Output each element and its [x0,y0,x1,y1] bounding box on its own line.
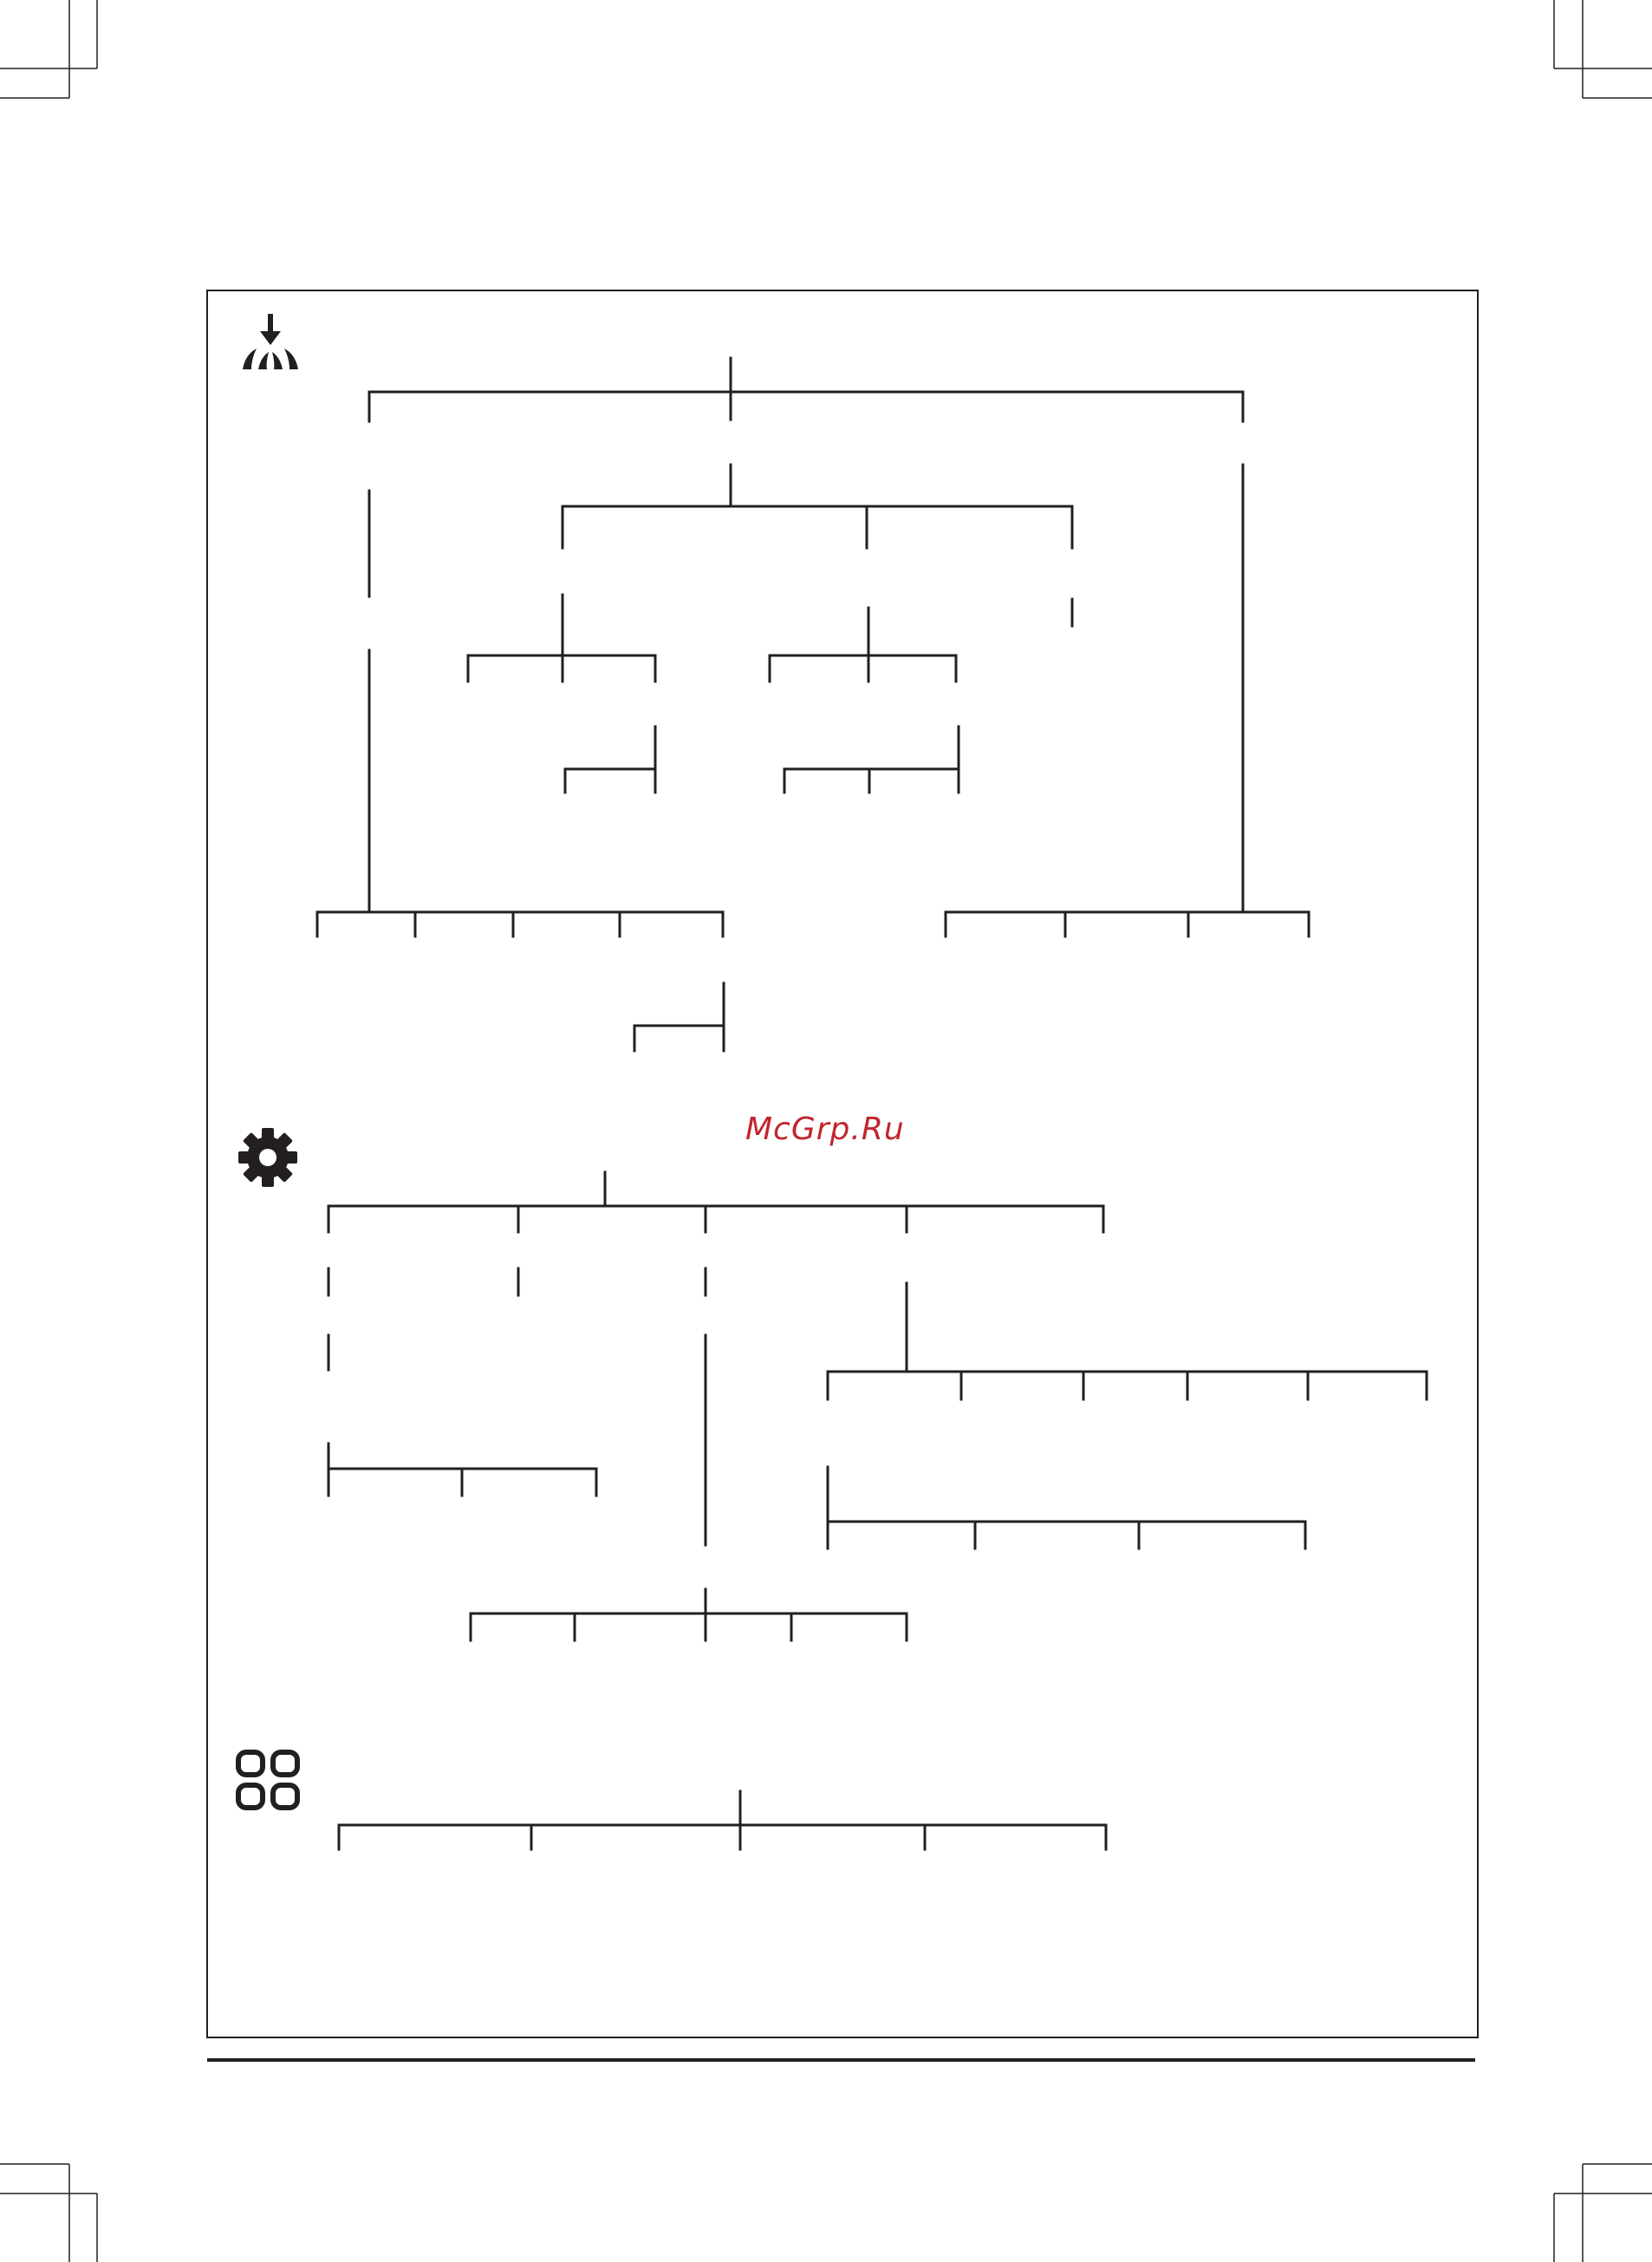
seeding-arrow-icon [239,312,302,371]
installation-menu-tree [317,358,1309,1051]
page-frame [207,290,1478,2037]
four-squares-icon [235,1749,302,1813]
accessories-menu-tree [339,1791,1106,1849]
settings-menu-tree [328,1172,1427,1640]
gear-icon [237,1126,299,1189]
watermark-text: McGrp.Ru [745,1111,905,1147]
